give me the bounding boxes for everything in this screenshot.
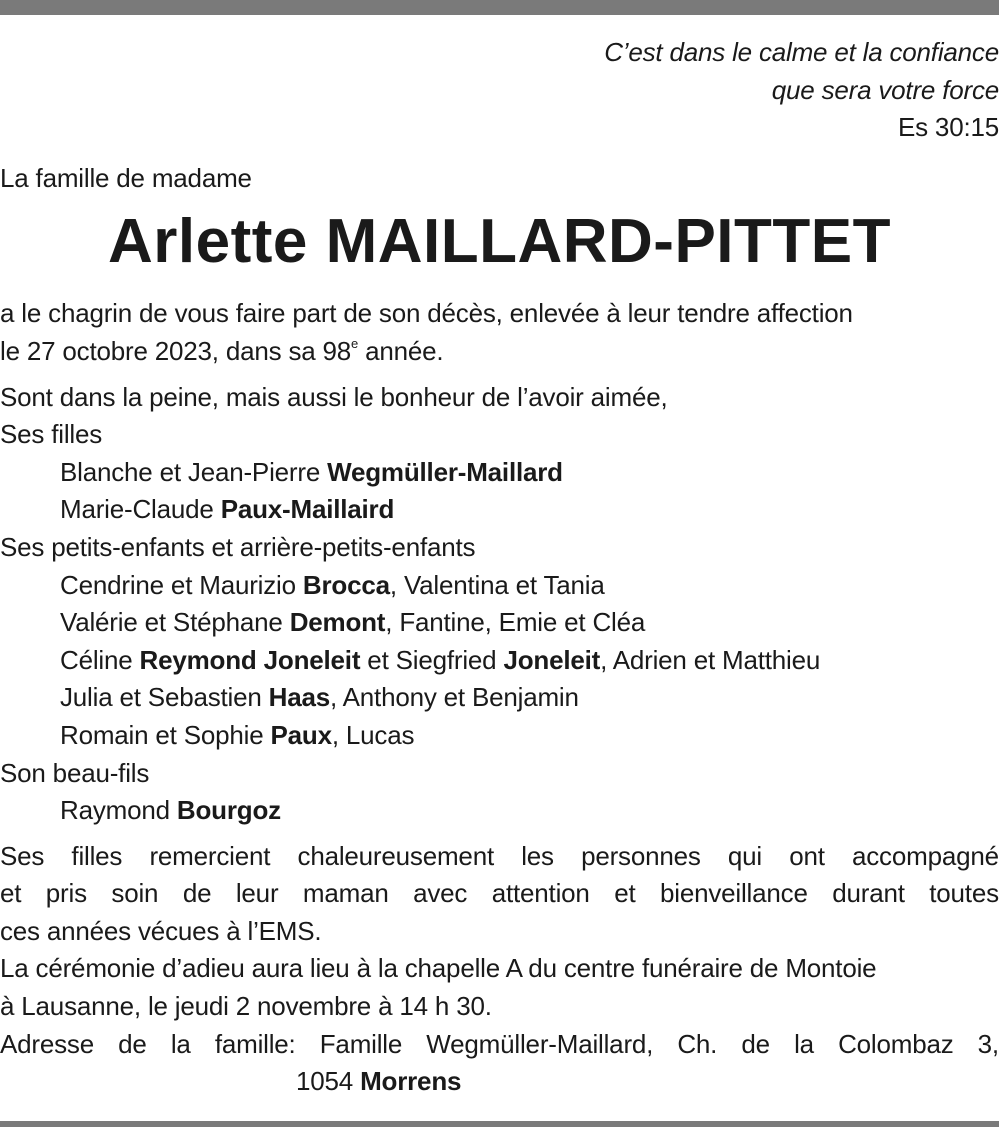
address-line-1 <box>0 1026 999 1064</box>
word: avec <box>413 878 468 909</box>
word: les <box>521 840 554 871</box>
son-in-law-entry: Raymond Bourgoz <box>60 795 281 826</box>
word: de <box>182 878 212 909</box>
word: Colombaz <box>838 1028 954 1059</box>
word: Ses <box>0 840 45 871</box>
word: accompagné <box>852 840 999 871</box>
death-announcement <box>0 295 999 370</box>
announcement-line-2: le 27 octobre 2023, dans sa 98e année. <box>0 335 444 366</box>
deceased-name: Arlette MAILLARD-PITTET <box>107 207 892 277</box>
word: chaleureusement <box>297 840 494 871</box>
epigraph-line-2: que sera votre force <box>771 74 999 105</box>
word: maman <box>302 878 389 909</box>
ordinal-superscript: e <box>351 335 359 351</box>
family-surname: Paux <box>270 719 332 750</box>
daughter-entry: Marie-Claude Paux-Maillaird <box>60 494 395 525</box>
family-surname: Joneleit <box>503 644 601 675</box>
word: 3, <box>977 1028 999 1059</box>
family-surname: Bourgoz <box>176 795 281 826</box>
daughters-heading: Ses filles <box>0 419 103 450</box>
word: soin <box>111 878 159 909</box>
family-surname: Demont <box>289 607 386 638</box>
epigraph-reference: Es 30:15 <box>897 112 999 143</box>
announcement-line-1: a le chagrin de vous faire part de son décès, enlevée à leur tendre affection <box>0 298 853 329</box>
bottom-border-rule <box>0 1121 999 1127</box>
family-surname: Paux-Maillaird <box>220 494 395 525</box>
word: remercient <box>149 840 271 871</box>
word: de <box>741 1028 770 1059</box>
family-surname: Haas <box>268 682 331 713</box>
thanks-line-3: ces années vécues à l’EMS. <box>0 915 322 946</box>
word: Adresse <box>0 1028 94 1059</box>
word: Famille <box>319 1028 403 1059</box>
word: la <box>794 1028 814 1059</box>
grandchild-entry: Cendrine et Maurizio Brocca, Valentina et Tania <box>60 569 605 600</box>
word: la <box>170 1028 191 1059</box>
word: filles <box>71 840 123 871</box>
grandchild-entry: Julia et Sebastien Haas, Anthony et Benjamin <box>60 682 579 713</box>
word: durant <box>832 878 905 909</box>
thanks-line-1 <box>0 838 999 876</box>
word: Ch. <box>677 1028 718 1059</box>
word: toutes <box>929 878 999 909</box>
obituary-notice <box>0 34 999 1101</box>
mourners-intro: Sont dans la peine, mais aussi le bonheur de l’avoir aimée, <box>0 381 668 412</box>
grandchild-entry: Romain et Sophie Paux, Lucas <box>60 719 415 750</box>
family-surname: Reymond Joneleit <box>139 644 361 675</box>
thanks-line-2 <box>0 875 999 913</box>
ceremony-line-1: La cérémonie d’adieu aura lieu à la chapelle A du centre funéraire de Montoie <box>0 953 877 984</box>
word: bienveillance <box>659 878 808 909</box>
epigraph <box>0 34 999 147</box>
word: qui <box>727 840 763 871</box>
family-surname: Wegmüller-Maillard <box>327 456 563 487</box>
grandchild-entry: Valérie et Stéphane Demont, Fantine, Emie et Cléa <box>60 607 646 638</box>
daughter-entry: Blanche et Jean-Pierre Wegmüller-Maillard <box>60 456 563 487</box>
family-surname: Brocca <box>302 569 390 600</box>
ceremony-line-2: à Lausanne, le jeudi 2 novembre à 14 h 30. <box>0 991 492 1022</box>
thanks-paragraph <box>0 838 999 951</box>
ceremony-paragraph <box>0 950 999 1025</box>
word: Wegmüller-Maillard, <box>426 1028 654 1059</box>
word: attention <box>491 878 590 909</box>
word: personnes <box>581 840 701 871</box>
word: et <box>614 878 636 909</box>
address-line-2: 1054 Morrens <box>296 1066 462 1097</box>
epigraph-line-1: C’est dans le calme et la confiance <box>604 37 999 67</box>
word: ont <box>789 840 825 871</box>
grandchildren-heading: Ses petits-enfants et arrière-petits-enfants <box>0 531 476 562</box>
word: pris <box>45 878 87 909</box>
son-in-law-heading: Son beau-fils <box>0 757 150 788</box>
grandchild-entry: Céline Reymond Joneleit et Siegfried Joneleit, Adrien et Matthieu <box>60 644 821 675</box>
intro-text: La famille de madame <box>0 162 252 193</box>
word: famille: <box>214 1028 296 1059</box>
word: leur <box>235 878 279 909</box>
top-border-rule <box>0 0 999 15</box>
address-town: Morrens <box>360 1066 462 1097</box>
word: de <box>118 1028 147 1059</box>
family-address <box>0 1026 999 1101</box>
word: et <box>0 878 22 909</box>
